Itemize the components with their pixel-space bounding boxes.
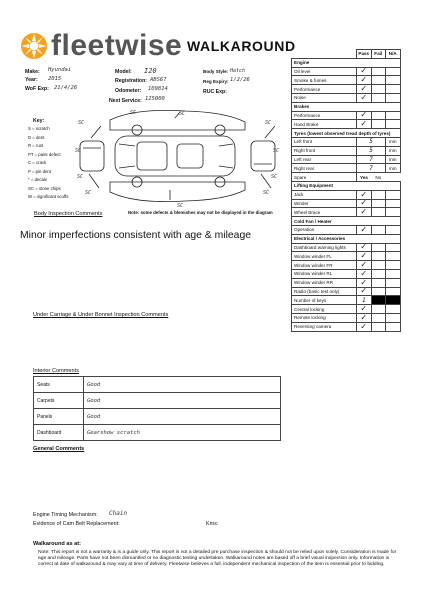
pass-check-cell <box>357 287 372 296</box>
diagram-note: Note: some defects & blemishes may not be displayed in the diagram <box>128 210 273 215</box>
key-item: PT = paint defect <box>28 151 61 157</box>
key-item: C = crack <box>28 160 47 165</box>
damage-mark: SC <box>75 148 82 154</box>
year-label: Year: <box>25 77 38 83</box>
odometer-value: 109814 <box>148 86 168 92</box>
key-item: SC = stone chips <box>28 185 61 191</box>
checklist-row <box>292 120 401 129</box>
body-inspection-comment: Minor imperfections consistent with age & mileage <box>20 230 252 241</box>
next-service-value: 125000 <box>145 96 165 102</box>
checklist-item-label: Performance <box>292 85 357 94</box>
make-value: Hyundai <box>48 67 72 73</box>
interior-value: Good <box>84 393 281 409</box>
checklist-row <box>292 67 401 76</box>
tread-unit: mm <box>386 164 401 173</box>
fleetwise-logo <box>20 30 182 62</box>
year-value: 2015 <box>48 76 62 82</box>
tread-unit: mm <box>386 137 401 146</box>
spare-no: No <box>375 174 382 180</box>
check-mark-icon: ✓ <box>360 322 368 331</box>
pass-check-cell <box>357 252 372 261</box>
table-row <box>34 425 281 441</box>
checklist-section <box>292 102 401 111</box>
na-check-cell <box>386 278 401 287</box>
checklist-item-label: Jack <box>292 190 357 199</box>
key-title: Key: <box>33 118 45 124</box>
brand-name: fleetwise <box>51 29 183 62</box>
reg-expiry-label: Reg Expiry: <box>203 79 229 84</box>
checklist-item-label: Operation <box>292 225 357 234</box>
pass-check-cell <box>357 261 372 270</box>
na-check-cell <box>386 305 401 314</box>
fail-check-cell <box>371 322 386 331</box>
checklist-section <box>292 234 401 243</box>
checklist-section-title: Electrical / Accessories <box>292 234 401 243</box>
damage-mark: SC <box>177 203 184 208</box>
keys-fill <box>386 296 401 305</box>
na-check-cell <box>386 287 401 296</box>
na-check-cell <box>386 120 401 129</box>
checklist-row <box>292 269 401 278</box>
interior-value: Gearshow scratch <box>84 425 281 441</box>
tyre-row <box>292 146 401 155</box>
checklist-section <box>292 217 401 226</box>
na-check-cell <box>386 243 401 252</box>
check-mark-icon: ✓ <box>360 67 368 76</box>
tyre-row <box>292 155 401 164</box>
checklist-item-label: Oil level <box>292 67 357 76</box>
na-column-header: N/A <box>386 50 401 59</box>
damage-mark: SC <box>263 190 270 196</box>
timing-mechanism-value: Chain <box>109 510 128 517</box>
na-check-cell <box>386 76 401 85</box>
na-check-cell <box>386 67 401 76</box>
checklist-row <box>292 85 401 94</box>
checklist-row <box>292 208 401 217</box>
tyre-label: Right rear <box>292 164 357 173</box>
checklist-item-label: Smoke & fumes <box>292 76 357 85</box>
spare-row <box>292 173 401 182</box>
pass-check-cell <box>357 243 372 252</box>
pass-check-cell <box>357 225 372 234</box>
checklist-row <box>292 199 401 208</box>
wheel-logo-icon <box>20 32 48 60</box>
model-label: Model: <box>115 69 132 75</box>
fail-check-cell <box>371 190 386 199</box>
checklist-section-title: Tyres (lowest observed tread depth of tyres) <box>292 129 401 138</box>
pass-check-cell <box>357 269 372 278</box>
fail-check-cell <box>371 269 386 278</box>
tyre-row <box>292 137 401 146</box>
check-mark-icon: ✓ <box>360 251 368 261</box>
table-row <box>34 377 281 393</box>
checklist-section-title: Cold Fan / Heater <box>292 217 401 226</box>
body-style-value: Hatch <box>230 68 246 74</box>
tread-depth-value: 5 <box>357 137 386 146</box>
pass-column-header: Pass <box>358 51 370 57</box>
checklist-item-label: Window winder RL <box>292 269 357 278</box>
checklist-row <box>292 305 401 314</box>
checklist-row <box>292 111 401 120</box>
pass-check-cell <box>357 85 372 94</box>
tyre-label: Right front <box>292 146 357 155</box>
check-mark-icon: ✓ <box>360 207 368 217</box>
keys-label: Number of keys <box>292 296 357 305</box>
na-check-cell <box>386 269 401 278</box>
spare-empty <box>386 173 401 182</box>
reg-expiry-value: 1/2/26 <box>230 77 250 83</box>
checklist-row <box>292 252 401 261</box>
check-mark-icon: ✓ <box>360 111 368 120</box>
wof-value: 21/4/26 <box>54 85 78 91</box>
na-check-cell <box>386 111 401 120</box>
pass-check-cell <box>357 76 372 85</box>
tread-depth-value: 7 <box>357 155 386 164</box>
interior-value: Good <box>84 409 281 425</box>
checklist-section <box>292 129 401 138</box>
checklist-row <box>292 287 401 296</box>
checklist-item-label: Window winder FR <box>292 261 357 270</box>
interior-heading: Interior Comments <box>33 368 80 374</box>
pass-check-cell <box>357 120 372 129</box>
pass-check-cell <box>357 93 372 102</box>
pass-check-cell <box>357 322 372 331</box>
pass-check-cell <box>357 199 372 208</box>
tyre-label: Left rear <box>292 155 357 164</box>
disclaimer-note: Note: This report is not a warranty & is a guide only. This report is not a detailed pre purchase inspection & should not be relied upon solely. Consideration is made for age and mileage. Parts have not been dismantled or no diagnostic testing undertaken. Walkaround notes are based off a brief visual inspection only. Information is correct at date of walkaround & may vary at time of delivery. Fleetwise believes a full, independent mechanical inspection of the item is essential prior to bidding. <box>38 550 397 567</box>
check-mark-icon: ✓ <box>360 93 368 102</box>
checklist-item-label: Radio (basic test only) <box>292 287 357 296</box>
na-check-cell <box>386 225 401 234</box>
interior-label: Seats <box>34 377 84 393</box>
fail-check-cell <box>371 76 386 85</box>
damage-mark: SC <box>265 120 272 126</box>
timing-mechanism-label: Engine Timing Mechanism: <box>33 512 98 518</box>
checklist-item-label: Central locking <box>292 305 357 314</box>
check-mark-icon: ✓ <box>360 243 368 252</box>
fail-check-cell <box>371 199 386 208</box>
check-mark-icon: ✓ <box>360 75 368 85</box>
check-mark-icon: ✓ <box>360 84 368 94</box>
check-mark-icon: ✓ <box>360 313 368 322</box>
fail-check-cell <box>371 313 386 322</box>
damage-mark: SC <box>179 111 186 117</box>
fail-check-cell <box>371 208 386 217</box>
fail-check-cell <box>371 67 386 76</box>
checklist-row <box>292 225 401 234</box>
key-item: S = scratch <box>28 126 50 131</box>
na-check-cell <box>386 190 401 199</box>
keys-row <box>292 296 401 305</box>
under-carriage-heading: Under Carriage & Under Bonnet Inspection Comments <box>33 312 169 318</box>
walkaround-date-label: Walkaround as at: <box>33 541 81 547</box>
pass-check-cell <box>357 313 372 322</box>
fail-check-cell <box>371 85 386 94</box>
interior-label: Dashboard <box>34 425 84 441</box>
checklist-item-label: Window winder FL <box>292 252 357 261</box>
checklist-header <box>292 50 401 59</box>
fail-column-header: Fail <box>371 50 386 59</box>
spare-label: Spare <box>292 173 357 182</box>
checklist-row <box>292 76 401 85</box>
checklist-row <box>292 190 401 199</box>
damage-mark: SC <box>78 120 85 126</box>
kms-label: Kms: <box>206 521 219 527</box>
na-check-cell <box>386 199 401 208</box>
check-mark-icon: ✓ <box>360 260 368 270</box>
checklist-item-label: Reversing camera <box>292 322 357 331</box>
cam-belt-label: Evidence of Cam Belt Replacement: <box>33 521 120 527</box>
check-mark-icon: ✓ <box>360 269 368 278</box>
key-item: P = pin dent <box>28 168 51 174</box>
na-check-cell <box>386 261 401 270</box>
checklist-item-label: Wheel Brace <box>292 208 357 217</box>
key-item: * = decals <box>28 177 47 182</box>
checklist-item-label: Remote locking <box>292 313 357 322</box>
checklist-section-title: Lifting Equipment <box>292 181 401 190</box>
interior-label: Carpets <box>34 393 84 409</box>
damage-mark: SC <box>130 110 137 116</box>
na-check-cell <box>386 252 401 261</box>
checklist-row <box>292 93 401 102</box>
body-style-label: Body Style: <box>203 69 229 74</box>
tyre-label: Left front <box>292 137 357 146</box>
damage-mark: SC <box>85 190 92 196</box>
tread-depth-value: 5 <box>357 146 386 155</box>
car-damage-diagram <box>75 108 285 208</box>
na-check-cell <box>386 322 401 331</box>
page-title: WALKAROUND <box>187 38 296 54</box>
checklist-row <box>292 322 401 331</box>
tread-unit: mm <box>386 146 401 155</box>
checklist-row <box>292 261 401 270</box>
na-check-cell <box>386 313 401 322</box>
fail-check-cell <box>371 93 386 102</box>
pass-check-cell <box>357 67 372 76</box>
check-mark-icon: ✓ <box>360 190 368 199</box>
na-check-cell <box>386 93 401 102</box>
registration-label: Registration: <box>115 78 147 84</box>
registration-value: ABS67 <box>150 77 167 83</box>
key-item: W = significant scuffs <box>28 194 69 199</box>
damage-mark: SC <box>77 174 84 180</box>
check-mark-icon: ✓ <box>360 199 368 208</box>
body-inspection-heading: Body Inspection Comments <box>34 211 103 217</box>
checklist-item-label: Dashboard warning lights <box>292 243 357 252</box>
interior-value: Good <box>84 377 281 393</box>
pass-check-cell <box>357 111 372 120</box>
key-list <box>28 126 68 203</box>
checklist-row <box>292 313 401 322</box>
checklist-item-label: Winder <box>292 199 357 208</box>
checklist-row <box>292 243 401 252</box>
damage-mark: SC <box>273 148 280 154</box>
pass-check-cell <box>357 190 372 199</box>
na-check-cell <box>386 208 401 217</box>
checklist-item-label: Window winder RR <box>292 278 357 287</box>
check-mark-icon: ✓ <box>360 119 368 129</box>
checklist-item-label: Hand Brake <box>292 120 357 129</box>
interior-table <box>33 376 281 441</box>
checklist-section-title: Brakes <box>292 102 401 111</box>
table-row <box>34 409 281 425</box>
general-comments-heading: General Comments <box>33 446 85 452</box>
ruc-expiry-label: RUC Exp: <box>203 89 227 95</box>
keys-value: 1 <box>357 296 372 305</box>
checklist-section <box>292 181 401 190</box>
pass-check-cell <box>357 278 372 287</box>
fail-check-cell <box>371 287 386 296</box>
key-item: R = rust <box>28 143 44 148</box>
inspection-checklist <box>291 49 401 332</box>
checklist-row <box>292 278 401 287</box>
tread-depth-value: 7 <box>357 164 386 173</box>
keys-fill <box>371 296 386 305</box>
checklist-item-label: Noise <box>292 93 357 102</box>
fail-check-cell <box>371 225 386 234</box>
check-mark-icon: ✓ <box>360 225 368 234</box>
checklist-section-title: Engine <box>292 58 401 67</box>
pass-check-cell <box>357 208 372 217</box>
checklist-section <box>292 58 401 67</box>
fail-check-cell <box>371 305 386 314</box>
interior-label: Panels <box>34 409 84 425</box>
tyre-row <box>292 164 401 173</box>
odometer-label: Odometer: <box>115 88 142 94</box>
na-check-cell <box>386 85 401 94</box>
fail-check-cell <box>371 261 386 270</box>
make-label: Make: <box>25 69 40 75</box>
table-row <box>34 393 281 409</box>
tread-unit: mm <box>386 155 401 164</box>
check-mark-icon: ✓ <box>360 278 368 287</box>
pass-check-cell <box>357 305 372 314</box>
fail-check-cell <box>371 252 386 261</box>
fail-check-cell <box>371 243 386 252</box>
spare-yes: Yes <box>360 174 368 180</box>
fail-check-cell <box>371 278 386 287</box>
fail-check-cell <box>371 111 386 120</box>
checklist-item-label: Performance <box>292 111 357 120</box>
wof-label: WoF Exp: <box>25 86 49 92</box>
check-mark-icon: ✓ <box>360 287 368 296</box>
next-service-label: Next Service: <box>109 98 142 104</box>
damage-mark: SC <box>271 174 278 180</box>
model-value: I20 <box>144 67 157 75</box>
fail-check-cell <box>371 120 386 129</box>
key-item: D = dent <box>28 134 45 140</box>
check-mark-icon: ✓ <box>360 304 368 313</box>
